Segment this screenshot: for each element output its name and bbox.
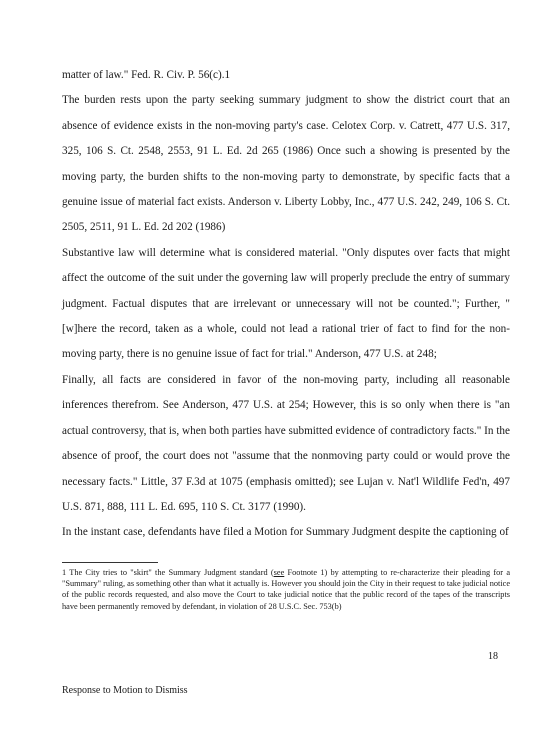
footnote-text-start: 1 The City tries to "skirt" the Summary Judgment standard ( xyxy=(62,568,274,577)
paragraph-facts-favor: Finally, all facts are considered in favor of the non-moving party, including all reasonable inferences therefrom. See Anderson, 477 U.S. at 254; However, this is so only when there is "an actual controversy, that is, when both parties have submitted evidence of contradictory facts." In the absence of proof, the court does not "assume that the nonmoving party could or would prove the necessary facts." Little, 37 F.3d at 1075 (emphasis omitted); see Lujan v. Nat'l Wildlife Fed'n, 497 U.S. 871, 888, 111 L. Ed. 695, 110 S. Ct. 3177 (1990). xyxy=(62,373,510,513)
footnote xyxy=(62,567,510,612)
footnote-divider xyxy=(62,562,158,563)
body-text xyxy=(62,63,510,546)
page-number: 18 xyxy=(488,651,498,662)
footnote-text-end: Footnote 1) by attempting to re-characterize their pleading for a "Summary" ruling, as something other than what it actually is. However you should join the City in their request to take judicial notice of the public records requested, and also move the Court to take judicial notice that the public record of the tapes of the transcripts have been permanently removed by defendant, in violation of 28 U.S.C. Sec. 753(b) xyxy=(62,568,511,611)
paragraph-burden: The burden rests upon the party seeking summary judgment to show the district court that an absence of evidence exists in the non-moving party's case. Celotex Corp. v. Catrett, 477 U.S. 317, 325, 106 S. Ct. 2548, 2553, 91 L. Ed. 2d 265 (1986) Once such a showing is presented by the moving party, the burden shifts to the non-moving party to demonstrate, by specific facts that a genuine issue of material fact exists. Anderson v. Liberty Lobby, Inc., 477 U.S. 242, 249, 106 S. Ct. 2505, 2511, 91 L. Ed. 2d 202 (1986) xyxy=(62,94,510,234)
footnote-see-underlined: see xyxy=(273,568,285,577)
paragraph-substantive-law: Substantive law will determine what is considered material. "Only disputes over facts that might affect the outcome of the suit under the governing law will properly preclude the entry of summary judgment. Factual disputes that are irrelevant or unnecessary will not be counted."; Further, "[w]here the record, taken as a whole, could not lead a rational trier of fact to find for the non-moving party, there is no genuine issue of fact for trial." Anderson, 477 U.S. at 248; xyxy=(62,246,510,361)
footer-label: Response to Motion to Dismiss xyxy=(62,685,188,696)
paragraph-continuation: matter of law." Fed. R. Civ. P. 56(c).1 xyxy=(62,69,231,81)
paragraph-instant-case: In the instant case, defendants have filed a Motion for Summary Judgment despite the captioning of xyxy=(62,526,509,539)
